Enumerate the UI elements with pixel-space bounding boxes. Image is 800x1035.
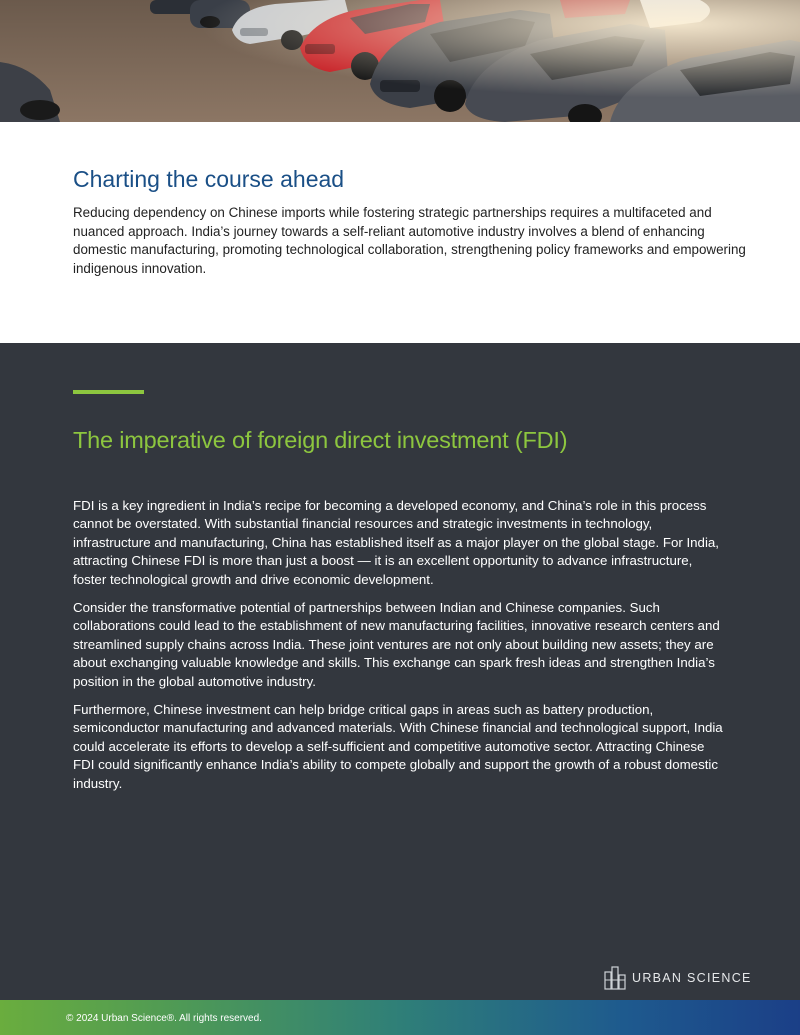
intro-paragraph: Reducing dependency on Chinese imports while fostering strategic partnerships requires a multifaceted and nuanced approach. India’s journey towards a self-reliant automotive industry involves a blend of enhancing domestic manufacturing, promoting technological collaboration, strengthening policy frameworks and empowering indigenous innovation. bbox=[73, 205, 746, 276]
copyright-text: © 2024 Urban Science®. All rights reserved. bbox=[66, 1013, 262, 1024]
logo-wordmark: URBAN SCIENCE bbox=[632, 971, 752, 985]
urban-science-logo-mark-icon bbox=[604, 966, 626, 990]
hero-image bbox=[0, 0, 800, 122]
section-title-fdi: The imperative of foreign direct investment (FDI) bbox=[73, 427, 568, 453]
footer-bar bbox=[0, 1000, 800, 1035]
fdi-paragraph: FDI is a key ingredient in India’s recipe for becoming a developed economy, and China’s role in this process cannot be overstated. With substantial financial resources and strategic investments in technology, infrastructure and manufacturing, China has established itself as a major player on the global stage. For India, attracting Chinese FDI is more than just a boost — it is an excellent opportunity to advance infrastructure, foster technological growth and drive economic development. bbox=[73, 498, 719, 587]
urban-science-logo bbox=[604, 965, 752, 991]
fdi-paragraph: Furthermore, Chinese investment can help bridge critical gaps in areas such as battery production, semiconductor manufacturing and advanced materials. With Chinese financial and technological support, India could accelerate its efforts to develop a self-sufficient and competitive automotive sector. Attracting Chinese FDI could significantly enhance India’s ability to compete globally and support the growth of a robust domestic industry. bbox=[73, 702, 723, 791]
intro-section bbox=[0, 122, 800, 343]
fdi-section bbox=[0, 343, 800, 1000]
fdi-body bbox=[73, 497, 723, 803]
accent-divider bbox=[73, 390, 144, 394]
parked-cars-illustration bbox=[0, 0, 800, 122]
fdi-paragraph: Consider the transformative potential of partnerships between Indian and Chinese companies. Such collaborations could lead to the establishment of new manufacturing facilities, innovative research centers and streamlined supply chains across India. These joint ventures are not only about building new assets; they are about exchanging valuable knowledge and skills. This exchange can spark fresh ideas and strengthen India’s position in the global automotive industry. bbox=[73, 600, 720, 689]
section-title-charting: Charting the course ahead bbox=[73, 166, 345, 192]
